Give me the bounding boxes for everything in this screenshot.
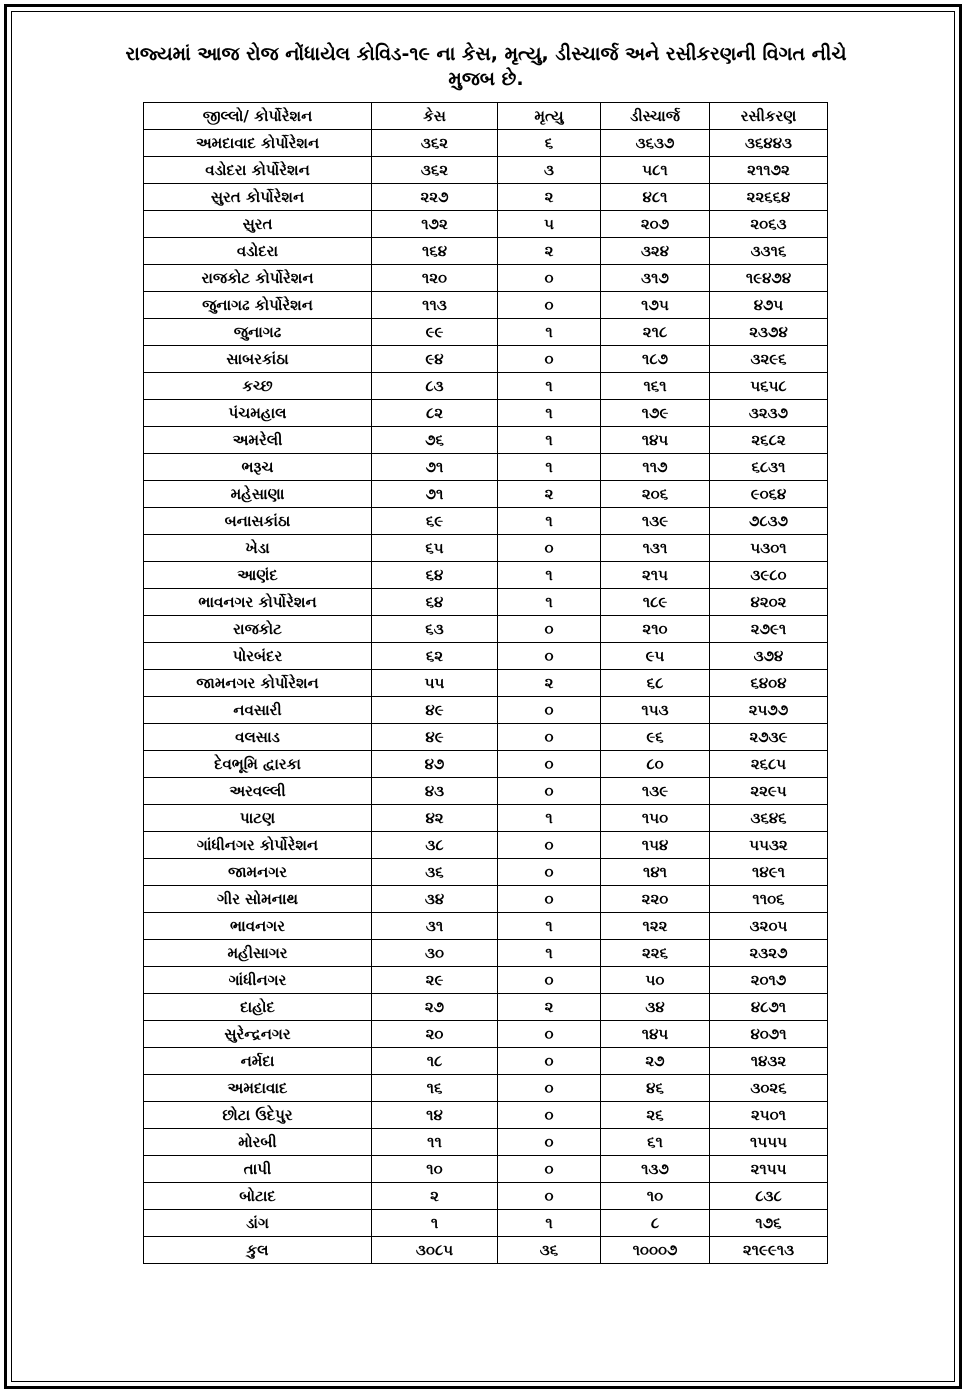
table-row	[144, 184, 828, 211]
cell-deaths: ૦	[498, 1156, 601, 1183]
cell-vaccination: ૫૩૦૧	[710, 535, 828, 562]
cell-district: ગાંધીનગર કોર્પોરેશન	[144, 832, 372, 859]
cell-discharge: ૧૪૫	[601, 1021, 710, 1048]
cell-cases: ૨	[372, 1183, 498, 1210]
table-row	[144, 1183, 828, 1210]
cell-deaths: ૦	[498, 643, 601, 670]
cell-district: ભરૂચ	[144, 454, 372, 481]
cell-deaths: ૦	[498, 1048, 601, 1075]
cell-cases: ૧૬૪	[372, 238, 498, 265]
table-row	[144, 643, 828, 670]
cell-deaths: ૨	[498, 670, 601, 697]
cell-vaccination: ૩૭૪	[710, 643, 828, 670]
document-title	[60, 42, 912, 92]
cell-deaths: ૦	[498, 697, 601, 724]
cell-district: મહીસાગર	[144, 940, 372, 967]
cell-vaccination: ૧૫૫૫	[710, 1129, 828, 1156]
total-cases: ૩૦૮૫	[372, 1237, 498, 1264]
cell-vaccination: ૨૧૫૫	[710, 1156, 828, 1183]
title-line-2: મુજબ છે.	[448, 68, 524, 90]
cell-vaccination: ૩૬૪૪૩	[710, 130, 828, 157]
cell-deaths: ૦	[498, 724, 601, 751]
cell-district: નવસારી	[144, 697, 372, 724]
cell-deaths: ૦	[498, 292, 601, 319]
cell-cases: ૮૨	[372, 400, 498, 427]
cell-district: ખેડા	[144, 535, 372, 562]
cell-cases: ૬૪	[372, 562, 498, 589]
table-row	[144, 1129, 828, 1156]
cell-deaths: ૧	[498, 913, 601, 940]
cell-cases: ૬૪	[372, 589, 498, 616]
cell-district: છોટા ઉદેપુર	[144, 1102, 372, 1129]
cell-discharge: ૧૫૦	[601, 805, 710, 832]
cell-district: રાજકોટ	[144, 616, 372, 643]
cell-deaths: ૦	[498, 751, 601, 778]
cell-cases: ૧૪	[372, 1102, 498, 1129]
cell-deaths: ૦	[498, 1102, 601, 1129]
cell-vaccination: ૩૦૨૬	[710, 1075, 828, 1102]
table-row	[144, 1102, 828, 1129]
cell-vaccination: ૧૧૦૬	[710, 886, 828, 913]
total-label: કુલ	[144, 1237, 372, 1264]
cell-district: ભાવનગર	[144, 913, 372, 940]
table-row	[144, 319, 828, 346]
cell-vaccination: ૬૪૦૪	[710, 670, 828, 697]
cell-deaths: ૦	[498, 1075, 601, 1102]
cell-discharge: ૧૭૯	[601, 400, 710, 427]
cell-deaths: ૦	[498, 886, 601, 913]
cell-vaccination: ૨૩૨૭	[710, 940, 828, 967]
cell-vaccination: ૨૨૬૬૪	[710, 184, 828, 211]
cell-discharge: ૧૧૭	[601, 454, 710, 481]
cell-cases: ૫૫	[372, 670, 498, 697]
cell-vaccination: ૨૦૧૭	[710, 967, 828, 994]
table-row	[144, 238, 828, 265]
cell-district: વલસાડ	[144, 724, 372, 751]
cell-cases: ૪૯	[372, 724, 498, 751]
table-row	[144, 1156, 828, 1183]
cell-deaths: ૨	[498, 994, 601, 1021]
cell-district: પોરબંદર	[144, 643, 372, 670]
cell-district: જામનગર કોર્પોરેશન	[144, 670, 372, 697]
cell-district: જામનગર	[144, 859, 372, 886]
cell-discharge: ૨૦૭	[601, 211, 710, 238]
cell-cases: ૨૯	[372, 967, 498, 994]
cell-district: દેવભૂમિ દ્વારકા	[144, 751, 372, 778]
cell-deaths: ૦	[498, 1183, 601, 1210]
cell-cases: ૨૭	[372, 994, 498, 1021]
cell-discharge: ૨૬	[601, 1102, 710, 1129]
header-district: જીલ્લો/ કોર્પોરેશન	[144, 103, 372, 130]
table-row	[144, 508, 828, 535]
cell-discharge: ૪૬	[601, 1075, 710, 1102]
covid-district-table	[143, 102, 828, 1264]
table-row	[144, 805, 828, 832]
total-vaccination: ૨૧૯૯૧૩	[710, 1237, 828, 1264]
cell-deaths: ૧	[498, 940, 601, 967]
table-row	[144, 751, 828, 778]
cell-discharge: ૮૦	[601, 751, 710, 778]
cell-discharge: ૧૬૧	[601, 373, 710, 400]
cell-deaths: ૦	[498, 1129, 601, 1156]
cell-cases: ૬૩	[372, 616, 498, 643]
header-discharge: ડીસ્ચાર્જ	[601, 103, 710, 130]
cell-vaccination: ૪૮૭૧	[710, 994, 828, 1021]
cell-vaccination: ૭૮૩૭	[710, 508, 828, 535]
table-row	[144, 913, 828, 940]
table-row	[144, 724, 828, 751]
cell-deaths: ૦	[498, 832, 601, 859]
cell-discharge: ૨૨૬	[601, 940, 710, 967]
cell-district: પંચમહાલ	[144, 400, 372, 427]
cell-vaccination: ૩૩૧૬	[710, 238, 828, 265]
cell-deaths: ૧	[498, 508, 601, 535]
cell-district: કચ્છ	[144, 373, 372, 400]
cell-district: જુનાગઢ	[144, 319, 372, 346]
cell-cases: ૧૨૦	[372, 265, 498, 292]
table-row	[144, 670, 828, 697]
cell-deaths: ૧	[498, 805, 601, 832]
cell-discharge: ૨૧૦	[601, 616, 710, 643]
cell-district: સાબરકાંઠા	[144, 346, 372, 373]
cell-district: જુનાગઢ કોર્પોરેશન	[144, 292, 372, 319]
cell-discharge: ૧૫૪	[601, 832, 710, 859]
cell-district: અમદાવાદ કોર્પોરેશન	[144, 130, 372, 157]
cell-discharge: ૪૮૧	[601, 184, 710, 211]
cell-discharge: ૧૩૯	[601, 778, 710, 805]
cell-discharge: ૧૨૨	[601, 913, 710, 940]
table-row	[144, 346, 828, 373]
cell-discharge: ૯૫	[601, 643, 710, 670]
cell-deaths: ૦	[498, 616, 601, 643]
cell-vaccination: ૨૬૮૨	[710, 427, 828, 454]
cell-cases: ૭૧	[372, 481, 498, 508]
table-row	[144, 886, 828, 913]
cell-vaccination: ૨૦૬૩	[710, 211, 828, 238]
cell-discharge: ૬૧	[601, 1129, 710, 1156]
cell-district: બોટાદ	[144, 1183, 372, 1210]
cell-district: વડોદરા	[144, 238, 372, 265]
cell-vaccination: ૫૬૫૮	[710, 373, 828, 400]
cell-vaccination: ૫૫૩૨	[710, 832, 828, 859]
cell-discharge: ૩૬૩૭	[601, 130, 710, 157]
table-row	[144, 778, 828, 805]
cell-vaccination: ૧૪૯૧	[710, 859, 828, 886]
cell-district: સુરત કોર્પોરેશન	[144, 184, 372, 211]
cell-vaccination: ૨૭૯૧	[710, 616, 828, 643]
header-vaccination: રસીકરણ	[710, 103, 828, 130]
cell-district: બનાસકાંઠા	[144, 508, 372, 535]
cell-deaths: ૦	[498, 535, 601, 562]
cell-deaths: ૨	[498, 184, 601, 211]
table-row	[144, 292, 828, 319]
cell-deaths: ૧	[498, 454, 601, 481]
cell-discharge: ૧૭૫	[601, 292, 710, 319]
cell-cases: ૯૯	[372, 319, 498, 346]
cell-vaccination: ૨૫૭૭	[710, 697, 828, 724]
cell-discharge: ૨૦૬	[601, 481, 710, 508]
cell-vaccination: ૪૦૭૧	[710, 1021, 828, 1048]
table-row	[144, 481, 828, 508]
cell-deaths: ૬	[498, 130, 601, 157]
cell-vaccination: ૨૩૭૪	[710, 319, 828, 346]
cell-cases: ૧૭૨	[372, 211, 498, 238]
table-row	[144, 130, 828, 157]
cell-district: સુરત	[144, 211, 372, 238]
cell-vaccination: ૨૫૦૧	[710, 1102, 828, 1129]
cell-vaccination: ૪૭૫	[710, 292, 828, 319]
cell-cases: ૬૨	[372, 643, 498, 670]
cell-discharge: ૯૬	[601, 724, 710, 751]
cell-discharge: ૨૨૦	[601, 886, 710, 913]
cell-cases: ૭૬	[372, 427, 498, 454]
table-row	[144, 940, 828, 967]
cell-discharge: ૧૩૭	[601, 1156, 710, 1183]
cell-deaths: ૧	[498, 1210, 601, 1237]
cell-district: ગાંધીનગર	[144, 967, 372, 994]
cell-cases: ૧૧	[372, 1129, 498, 1156]
cell-vaccination: ૩૬૪૬	[710, 805, 828, 832]
cell-discharge: ૧૩૯	[601, 508, 710, 535]
table-row	[144, 157, 828, 184]
cell-deaths: ૦	[498, 967, 601, 994]
cell-cases: ૭૧	[372, 454, 498, 481]
cell-discharge: ૨૧૫	[601, 562, 710, 589]
cell-vaccination: ૩૨૦૫	[710, 913, 828, 940]
cell-deaths: ૦	[498, 1021, 601, 1048]
cell-vaccination: ૮૩૮	[710, 1183, 828, 1210]
cell-discharge: ૬૮	[601, 670, 710, 697]
table-row	[144, 832, 828, 859]
cell-district: નર્મદા	[144, 1048, 372, 1075]
cell-deaths: ૦	[498, 265, 601, 292]
cell-discharge: ૧૩૧	[601, 535, 710, 562]
cell-vaccination: ૪૨૦૨	[710, 589, 828, 616]
cell-cases: ૩૮	[372, 832, 498, 859]
cell-cases: ૩૬	[372, 859, 498, 886]
cell-deaths: ૦	[498, 346, 601, 373]
cell-district: ભાવનગર કોર્પોરેશન	[144, 589, 372, 616]
table-row	[144, 211, 828, 238]
cell-discharge: ૫૦	[601, 967, 710, 994]
cell-deaths: ૧	[498, 427, 601, 454]
table-row	[144, 400, 828, 427]
cell-vaccination: ૩૨૩૭	[710, 400, 828, 427]
cell-cases: ૪૯	[372, 697, 498, 724]
cell-deaths: ૦	[498, 778, 601, 805]
cell-vaccination: ૧૪૩૨	[710, 1048, 828, 1075]
cell-vaccination: ૬૮૩૧	[710, 454, 828, 481]
table-row	[144, 265, 828, 292]
cell-discharge: ૩૨૪	[601, 238, 710, 265]
cell-cases: ૩૪	[372, 886, 498, 913]
table-row	[144, 373, 828, 400]
cell-deaths: ૩	[498, 157, 601, 184]
cell-district: ડાંગ	[144, 1210, 372, 1237]
cell-cases: ૪૭	[372, 751, 498, 778]
table-header-row	[144, 103, 828, 130]
cell-cases: ૩૦	[372, 940, 498, 967]
total-row	[144, 1237, 828, 1264]
table-row	[144, 616, 828, 643]
cell-deaths: ૧	[498, 562, 601, 589]
cell-vaccination: ૧૯૪૭૪	[710, 265, 828, 292]
cell-discharge: ૧૪૫	[601, 427, 710, 454]
table-row	[144, 427, 828, 454]
cell-discharge: ૧૦	[601, 1183, 710, 1210]
cell-deaths: ૨	[498, 481, 601, 508]
cell-cases: ૧૮	[372, 1048, 498, 1075]
cell-district: વડોદરા કોર્પોરેશન	[144, 157, 372, 184]
cell-district: અરવલ્લી	[144, 778, 372, 805]
cell-district: રાજકોટ કોર્પોરેશન	[144, 265, 372, 292]
table-body	[144, 130, 828, 1237]
cell-cases: ૩૬૨	[372, 157, 498, 184]
title-line-1: રાજ્યમાં આજ રોજ નોંધાયેલ કોવિડ-૧૯ ના કેસ, મૃત્યુ, ડીસ્ચાર્જ અને રસીકરણની વિગત નીચે	[125, 43, 847, 65]
cell-discharge: ૨૧૮	[601, 319, 710, 346]
cell-district: મહેસાણા	[144, 481, 372, 508]
cell-cases: ૪૨	[372, 805, 498, 832]
header-deaths: મૃત્યુ	[498, 103, 601, 130]
cell-discharge: ૫૮૧	[601, 157, 710, 184]
table-row	[144, 562, 828, 589]
cell-discharge: ૧૮૯	[601, 589, 710, 616]
total-deaths: ૩૬	[498, 1237, 601, 1264]
table-row	[144, 994, 828, 1021]
table-row	[144, 454, 828, 481]
cell-district: ગીર સોમનાથ	[144, 886, 372, 913]
cell-deaths: ૫	[498, 211, 601, 238]
cell-deaths: ૨	[498, 238, 601, 265]
cell-discharge: ૩૪	[601, 994, 710, 1021]
cell-cases: ૮૩	[372, 373, 498, 400]
cell-vaccination: ૩૨૯૬	[710, 346, 828, 373]
cell-discharge: ૨૭	[601, 1048, 710, 1075]
table-row	[144, 1048, 828, 1075]
cell-cases: ૩૬૨	[372, 130, 498, 157]
table-row	[144, 859, 828, 886]
cell-discharge: ૧૮૭	[601, 346, 710, 373]
cell-cases: ૧૧૩	[372, 292, 498, 319]
cell-vaccination: ૨૭૩૯	[710, 724, 828, 751]
table-row	[144, 967, 828, 994]
cell-district: અમરેલી	[144, 427, 372, 454]
cell-discharge: ૩૧૭	[601, 265, 710, 292]
header-cases: કેસ	[372, 103, 498, 130]
cell-cases: ૧	[372, 1210, 498, 1237]
table-row	[144, 1021, 828, 1048]
cell-deaths: ૧	[498, 319, 601, 346]
table-row	[144, 1075, 828, 1102]
cell-vaccination: ૯૦૬૪	[710, 481, 828, 508]
cell-vaccination: ૨૬૮૫	[710, 751, 828, 778]
cell-vaccination: ૨૧૧૭૨	[710, 157, 828, 184]
cell-cases: ૬૫	[372, 535, 498, 562]
cell-district: મોરબી	[144, 1129, 372, 1156]
table-row	[144, 535, 828, 562]
cell-cases: ૩૧	[372, 913, 498, 940]
cell-district: સુરેન્દ્રનગર	[144, 1021, 372, 1048]
cell-cases: ૧૬	[372, 1075, 498, 1102]
cell-district: પાટણ	[144, 805, 372, 832]
cell-cases: ૨૦	[372, 1021, 498, 1048]
cell-cases: ૬૯	[372, 508, 498, 535]
cell-district: દાહોદ	[144, 994, 372, 1021]
cell-vaccination: ૨૨૯૫	[710, 778, 828, 805]
cell-district: અમદાવાદ	[144, 1075, 372, 1102]
cell-cases: ૪૩	[372, 778, 498, 805]
table-row	[144, 589, 828, 616]
cell-discharge: ૮	[601, 1210, 710, 1237]
cell-deaths: ૦	[498, 859, 601, 886]
cell-vaccination: ૩૯૮૦	[710, 562, 828, 589]
cell-vaccination: ૧૭૬	[710, 1210, 828, 1237]
cell-discharge: ૧૫૩	[601, 697, 710, 724]
total-discharge: ૧૦૦૦૭	[601, 1237, 710, 1264]
cell-cases: ૧૦	[372, 1156, 498, 1183]
cell-deaths: ૧	[498, 400, 601, 427]
cell-cases: ૨૨૭	[372, 184, 498, 211]
cell-cases: ૯૪	[372, 346, 498, 373]
cell-district: આણંદ	[144, 562, 372, 589]
cell-district: તાપી	[144, 1156, 372, 1183]
table-row	[144, 697, 828, 724]
cell-deaths: ૧	[498, 589, 601, 616]
cell-deaths: ૧	[498, 373, 601, 400]
cell-discharge: ૧૪૧	[601, 859, 710, 886]
table-row	[144, 1210, 828, 1237]
